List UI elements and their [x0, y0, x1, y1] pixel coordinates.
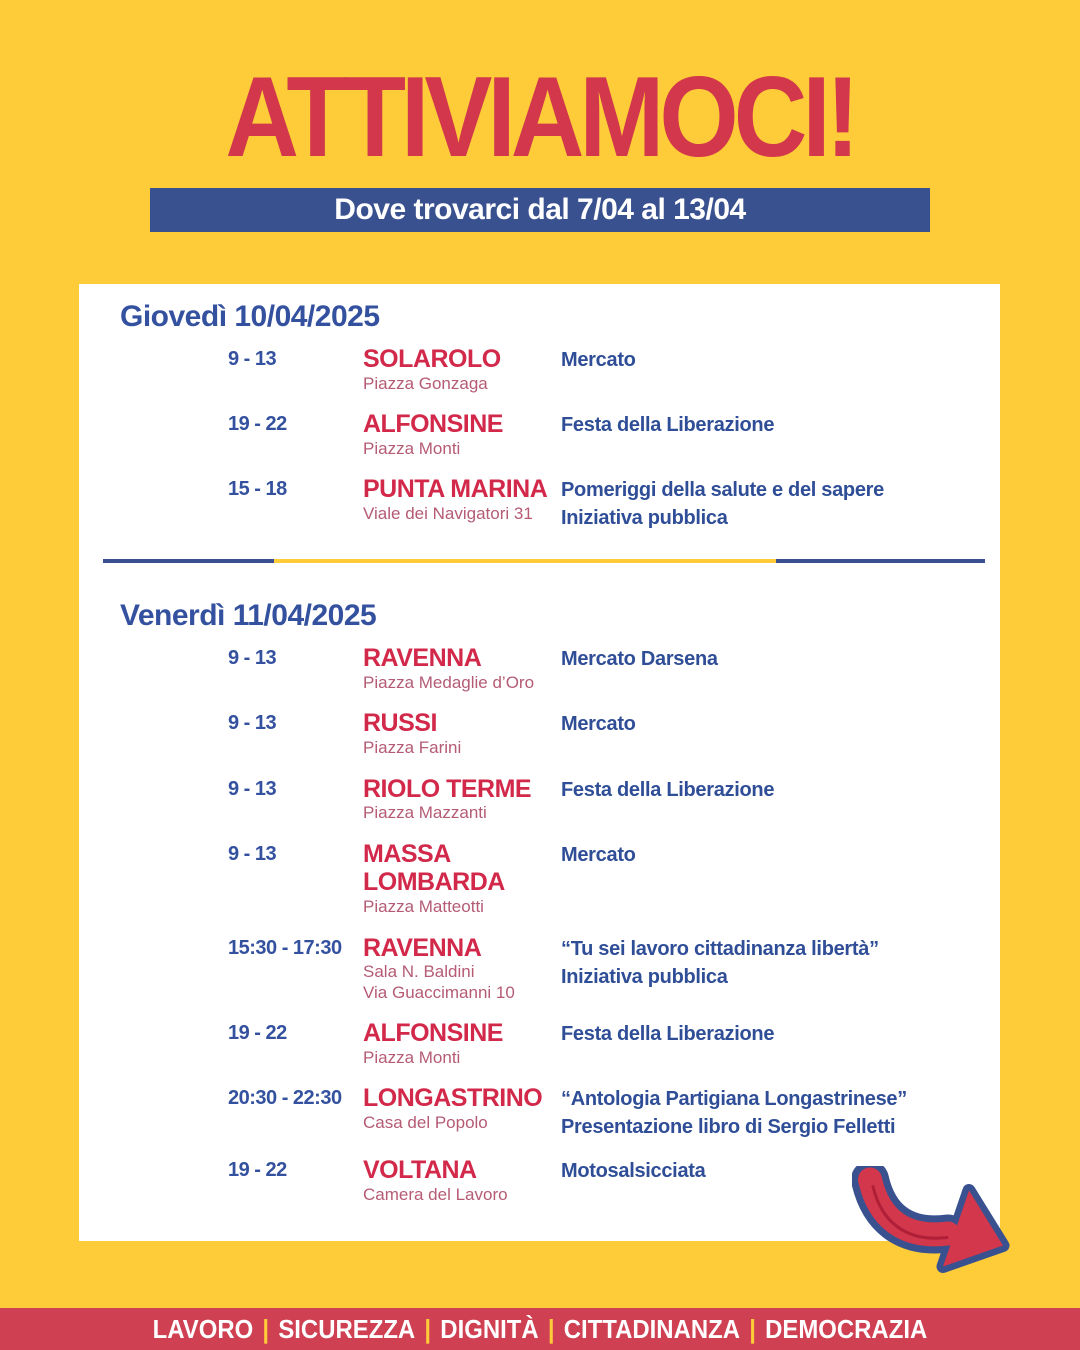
event-row — [228, 709, 986, 758]
subtitle-banner-text: Dove trovarci dal 7/04 al 13/04 — [334, 193, 746, 226]
footer-separator: | — [749, 1313, 756, 1344]
day-section — [79, 599, 1000, 1205]
footer-item: SICUREZZA — [278, 1313, 416, 1344]
event-description — [561, 410, 986, 459]
day-section — [79, 300, 1000, 531]
event-address-line: Casa del Popolo — [363, 1113, 488, 1133]
event-row — [228, 345, 986, 394]
event-description-line: Motosalsicciata — [561, 1160, 706, 1183]
event-row — [228, 775, 986, 824]
event-address-line: Piazza Monti — [363, 438, 461, 458]
event-address — [363, 1113, 561, 1133]
day-title: Giovedì 10/04/2025 — [120, 300, 380, 333]
event-location-name: MASSA LOMBARDA — [363, 839, 505, 897]
footer-slogan — [153, 1314, 928, 1345]
event-address-line: Camera del Lavoro — [363, 1185, 508, 1205]
event-location — [363, 475, 561, 531]
day-title: Venerdì 11/04/2025 — [120, 599, 377, 633]
event-description — [561, 840, 986, 918]
event-time: 19 - 22 — [228, 413, 287, 436]
event-time: 9 - 13 — [228, 777, 277, 800]
event-location — [363, 410, 561, 459]
event-address-line: Piazza Farini — [363, 738, 462, 758]
arrow-icon — [852, 1166, 1012, 1284]
event-time: 19 - 22 — [228, 1022, 287, 1045]
event-description — [561, 775, 986, 824]
event-description-line: Iniziativa pubblica — [561, 507, 728, 530]
event-time: 9 - 13 — [228, 842, 277, 865]
event-location — [363, 1156, 561, 1205]
event-location-name: LONGASTRINO — [363, 1084, 543, 1113]
event-time: 15 - 18 — [228, 478, 287, 501]
event-description — [561, 644, 986, 693]
event-description — [561, 934, 986, 1004]
event-location-name: RUSSI — [363, 709, 437, 738]
divider-segment-blue — [776, 559, 985, 563]
event-address — [363, 738, 561, 758]
event-time: 19 - 22 — [228, 1159, 287, 1182]
event-description-line: Mercato Darsena — [561, 648, 718, 671]
event-address — [363, 504, 561, 524]
event-location — [363, 709, 561, 758]
event-location-name: VOLTANA — [363, 1156, 477, 1185]
footer-item: DIGNITÀ — [440, 1313, 539, 1344]
event-address — [363, 439, 561, 459]
event-time: 9 - 13 — [228, 647, 277, 670]
event-address — [363, 803, 561, 823]
event-location-name: PUNTA MARINA — [363, 475, 548, 504]
event-row — [228, 644, 986, 693]
event-description — [561, 475, 986, 531]
section-divider — [103, 559, 985, 563]
event-description-line: Mercato — [561, 713, 636, 736]
event-location — [363, 644, 561, 693]
event-location — [363, 1019, 561, 1068]
event-row — [228, 934, 986, 1004]
footer-item: DEMOCRAZIA — [765, 1313, 928, 1344]
footer-separator: | — [424, 1313, 432, 1344]
footer-item: CITTADINANZA — [563, 1313, 741, 1344]
footer-bar — [0, 1308, 1080, 1350]
event-description-line: Mercato — [561, 843, 636, 866]
event-address-line: Via Guaccimanni 10 — [363, 982, 515, 1002]
event-description-line: Presentazione libro di Sergio Felletti — [561, 1116, 896, 1139]
event-description — [561, 345, 986, 394]
poster-title: ATTIVIAMOCI! — [225, 53, 855, 181]
event-address — [363, 962, 561, 1003]
event-location-name: RIOLO TERME — [363, 774, 532, 803]
subtitle-banner — [150, 188, 930, 232]
event-address-line: Piazza Monti — [363, 1047, 461, 1067]
divider-segment-yellow — [274, 559, 776, 563]
event-description-line: “Tu sei lavoro cittadinanza libertà” — [561, 937, 879, 960]
event-description — [561, 1019, 986, 1068]
event-row — [228, 410, 986, 459]
event-description — [561, 709, 986, 758]
event-address-line: Piazza Matteotti — [363, 897, 484, 917]
event-description-line: Pomeriggi della salute e del sapere — [561, 479, 884, 502]
footer-item: LAVORO — [152, 1313, 254, 1344]
event-location-name: RAVENNA — [363, 644, 482, 673]
event-address — [363, 673, 561, 693]
event-location — [363, 345, 561, 394]
event-list — [79, 644, 1000, 1205]
event-time: 20:30 - 22:30 — [228, 1087, 342, 1110]
event-list — [79, 345, 1000, 531]
event-row — [228, 840, 986, 918]
event-row — [228, 475, 986, 531]
schedule-card — [79, 284, 1000, 1241]
event-description-line: Mercato — [561, 349, 636, 371]
event-address-line: Viale dei Navigatori 31 — [363, 504, 533, 524]
event-address — [363, 1185, 561, 1205]
event-location — [363, 775, 561, 824]
event-location-name: ALFONSINE — [363, 410, 503, 439]
event-address — [363, 374, 561, 394]
event-time: 9 - 13 — [228, 348, 277, 370]
event-address-line: Sala N. Baldini — [363, 962, 475, 982]
event-row — [228, 1019, 986, 1068]
event-address — [363, 1048, 561, 1068]
footer-separator: | — [262, 1313, 270, 1344]
event-location — [363, 1084, 561, 1140]
event-location — [363, 934, 561, 1004]
event-location-name: SOLAROLO — [363, 345, 501, 373]
event-time: 15:30 - 17:30 — [228, 936, 342, 959]
event-time: 9 - 13 — [228, 712, 277, 735]
event-address-line: Piazza Gonzaga — [363, 373, 488, 393]
event-address — [363, 897, 561, 917]
event-location — [363, 840, 561, 918]
event-description-line: “Antologia Partigiana Longastrinese” — [561, 1088, 907, 1111]
event-description — [561, 1084, 986, 1140]
event-description-line: Iniziativa pubblica — [561, 965, 728, 988]
divider-segment-blue — [103, 559, 274, 563]
event-description-line: Festa della Liberazione — [561, 778, 775, 801]
event-row — [228, 1084, 986, 1140]
event-location-name: ALFONSINE — [363, 1019, 503, 1048]
event-description-line: Festa della Liberazione — [561, 414, 775, 437]
event-address-line: Piazza Medaglie d’Oro — [363, 673, 535, 693]
event-description-line: Festa della Liberazione — [561, 1023, 775, 1046]
footer-separator: | — [547, 1313, 555, 1344]
event-address-line: Piazza Mazzanti — [363, 803, 487, 823]
event-location-name: RAVENNA — [363, 933, 482, 962]
